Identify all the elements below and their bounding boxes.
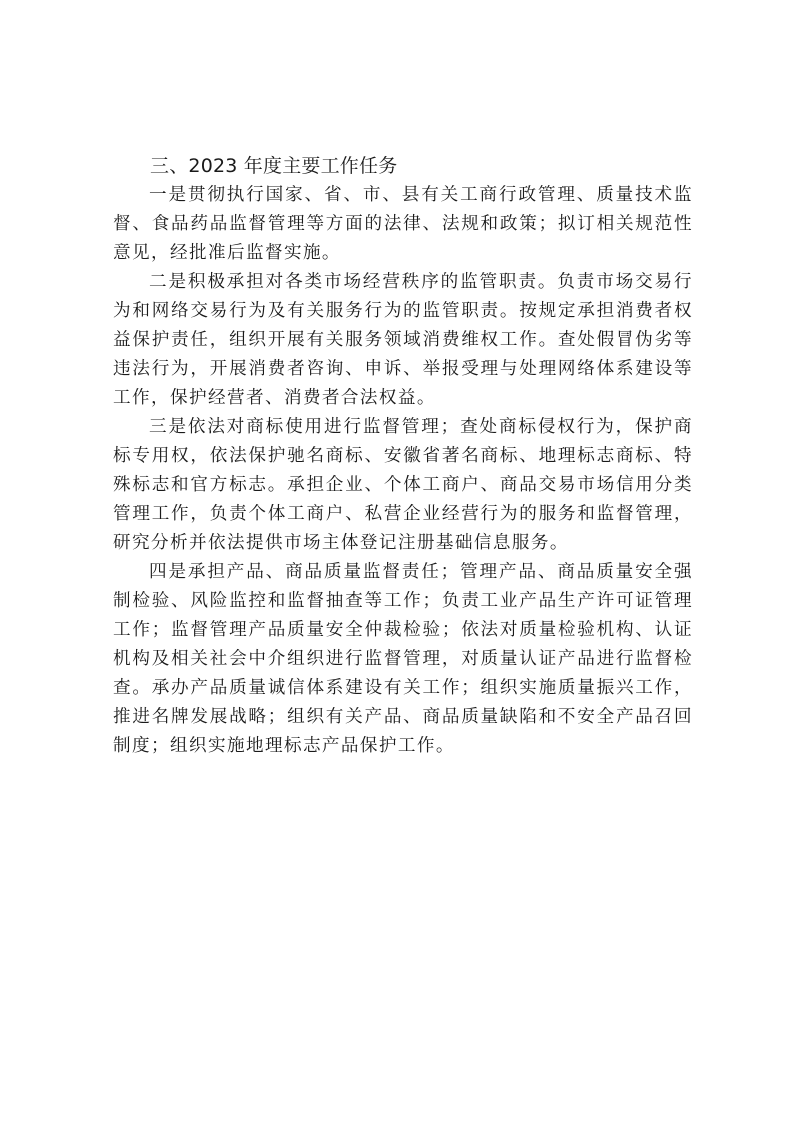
paragraph-4: 四是承担产品、商品质量监督责任；管理产品、商品质量安全强制检验、风险监控和监督抽查等工作；负责工业产品生产许可证管理工作；监督管理产品质量安全仲裁检验；依法对质量检验机构、认证机构及相关社会中介组织进行监督管理，对质量认证产品进行监督检查。承办产品质量诚信体系建设有关工作；组织实施质量振兴工作，推进名牌发展战略；组织有关产品、商品质量缺陷和不安全产品召回制度；组织实施地理标志产品保护工作。 [113, 562, 693, 756]
paragraph-2: 二是积极承担对各类市场经营秩序的监管职责。负责市场交易行为和网络交易行为及有关服务行为的监管职责。按规定承担消费者权益保护责任，组织开展有关服务领域消费维权工作。查处假冒伪劣等违法行为，开展消费者咨询、申诉、举报受理与处理网络体系建设等工作，保护经营者、消费者合法权益。 [113, 272, 693, 408]
paragraph-1: 一是贯彻执行国家、省、市、县有关工商行政管理、质量技术监督、食品药品监督管理等方面的法律、法规和政策；拟订相关规范性意见，经批准后监督实施。 [113, 185, 693, 263]
section-heading: 三、2023 年度主要工作任务 [150, 155, 398, 177]
document-body [113, 152, 693, 761]
paragraph-3: 三是依法对商标使用进行监督管理；查处商标侵权行为，保护商标专用权，依法保护驰名商标、安徽省著名商标、地理标志商标、特殊标志和官方标志。承担企业、个体工商户、商品交易市场信用分类管理工作，负责个体工商户、私营企业经营行为的服务和监督管理，研究分析并依法提供市场主体登记注册基础信息服务。 [113, 417, 693, 553]
